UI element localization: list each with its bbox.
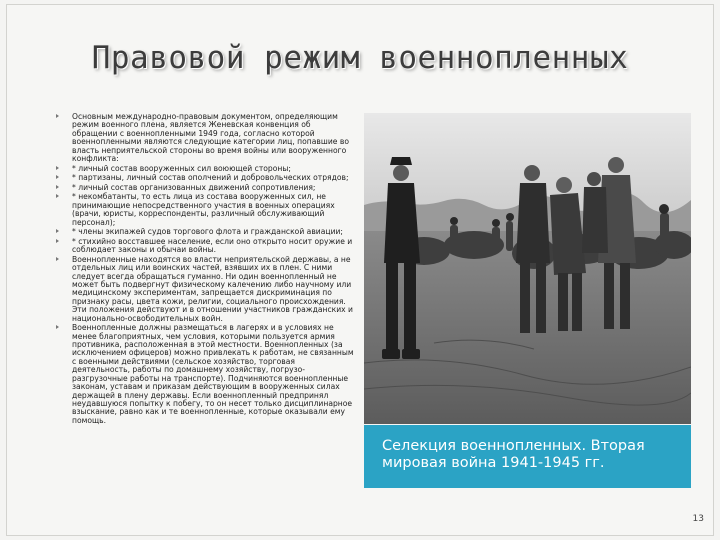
bullet-marker-icon bbox=[56, 257, 59, 261]
bullet-marker-icon bbox=[56, 175, 59, 179]
caption-box bbox=[364, 425, 691, 488]
photo-pow-selection bbox=[364, 113, 691, 424]
bullet-item bbox=[56, 165, 354, 173]
bullet-list bbox=[56, 113, 354, 426]
bullet-item bbox=[56, 113, 354, 163]
bullet-item bbox=[56, 324, 354, 425]
bullet-text: * личный состав организованных движений сопротивления; bbox=[72, 182, 316, 192]
bullet-item bbox=[56, 256, 354, 323]
bullet-marker-icon bbox=[56, 229, 59, 233]
bullet-text: * некомбатанты, то есть лица из состава вооруженных сил, не принимающие непосредственного участия в военных операциях (врачи, юристы, корреспонденты, различный обслуживающий персонал); bbox=[72, 192, 335, 227]
bullet-marker-icon bbox=[56, 185, 59, 189]
bullet-text: * партизаны, личный состав ополчений и добровольческих отрядов; bbox=[72, 173, 349, 183]
photo-image bbox=[364, 113, 691, 424]
bullet-text: * члены экипажей судов торгового флота и гражданской авиации; bbox=[72, 227, 343, 237]
page-title: Правовой режим военнопленных bbox=[91, 40, 629, 76]
page-number: 13 bbox=[692, 514, 704, 524]
bullet-item bbox=[56, 228, 354, 236]
bullet-marker-icon bbox=[56, 194, 59, 198]
bullet-marker-icon bbox=[56, 239, 59, 243]
bullet-marker-icon bbox=[56, 325, 59, 329]
bullet-item bbox=[56, 174, 354, 182]
bullet-text: Военнопленные находятся во власти неприятельской державы, а не отдельных лиц или воинских частей, взявших их в плен. С ними следует всегда обращаться гуманно. Ни один военнопленный не может быть подвергнут физическому калечению либо научному или медицинскому экспериментам, запрещается дискриминация по признаку расы, цвета кожи, религии, социального происхождения. Эти положения действуют и в отношении участников гражданских и национально-освободительных войн. bbox=[72, 254, 353, 323]
bullet-item bbox=[56, 193, 354, 227]
bullet-text: Военнопленные должны размещаться в лагерях и в условиях не менее благоприятных, чем условия, которыми пользуется армия противника, расположенная в этой местности. Военнопленных (за исключением офицеров) можно привлекать к работам, не связанным с военными действиями (сельское хозяйство, торговая деятельность, работы по домашнему хозяйству, погрузо-разгрузочные работы на транспорте). Подчиняются военнопленные законам, уставам и приказам действующим в вооруженных силах держащей в плену державы. Если военнопленный предпринял неудавшуюся попытку к побегу, то он несет только дисциплинарное взыскание, равно как и те военнопленные, которые оказывали ему помощь. bbox=[72, 323, 354, 425]
bullet-marker-icon bbox=[56, 166, 59, 170]
bullet-text: Основным международно-правовым документом, определяющим режим военного плена, является Женевская конвенция об обращении с военнопленными 1949 года, согласно которой военнопленными являются следующие категории лиц, попавшие во власть неприятельской стороны во время войны или вооруженного конфликта: bbox=[72, 112, 349, 164]
bullet-item bbox=[56, 184, 354, 192]
bullet-marker-icon bbox=[56, 114, 59, 118]
photo-caption: Селекция военнопленных. Вторая мировая война 1941-1945 гг. bbox=[382, 438, 645, 471]
bullet-text: * личный состав вооруженных сил воюющей стороны; bbox=[72, 163, 291, 173]
bullet-item bbox=[56, 238, 354, 255]
bullet-text: * стихийно восставшее население, если оно открыто носит оружие и соблюдает законы и обычаи войны. bbox=[72, 236, 353, 255]
